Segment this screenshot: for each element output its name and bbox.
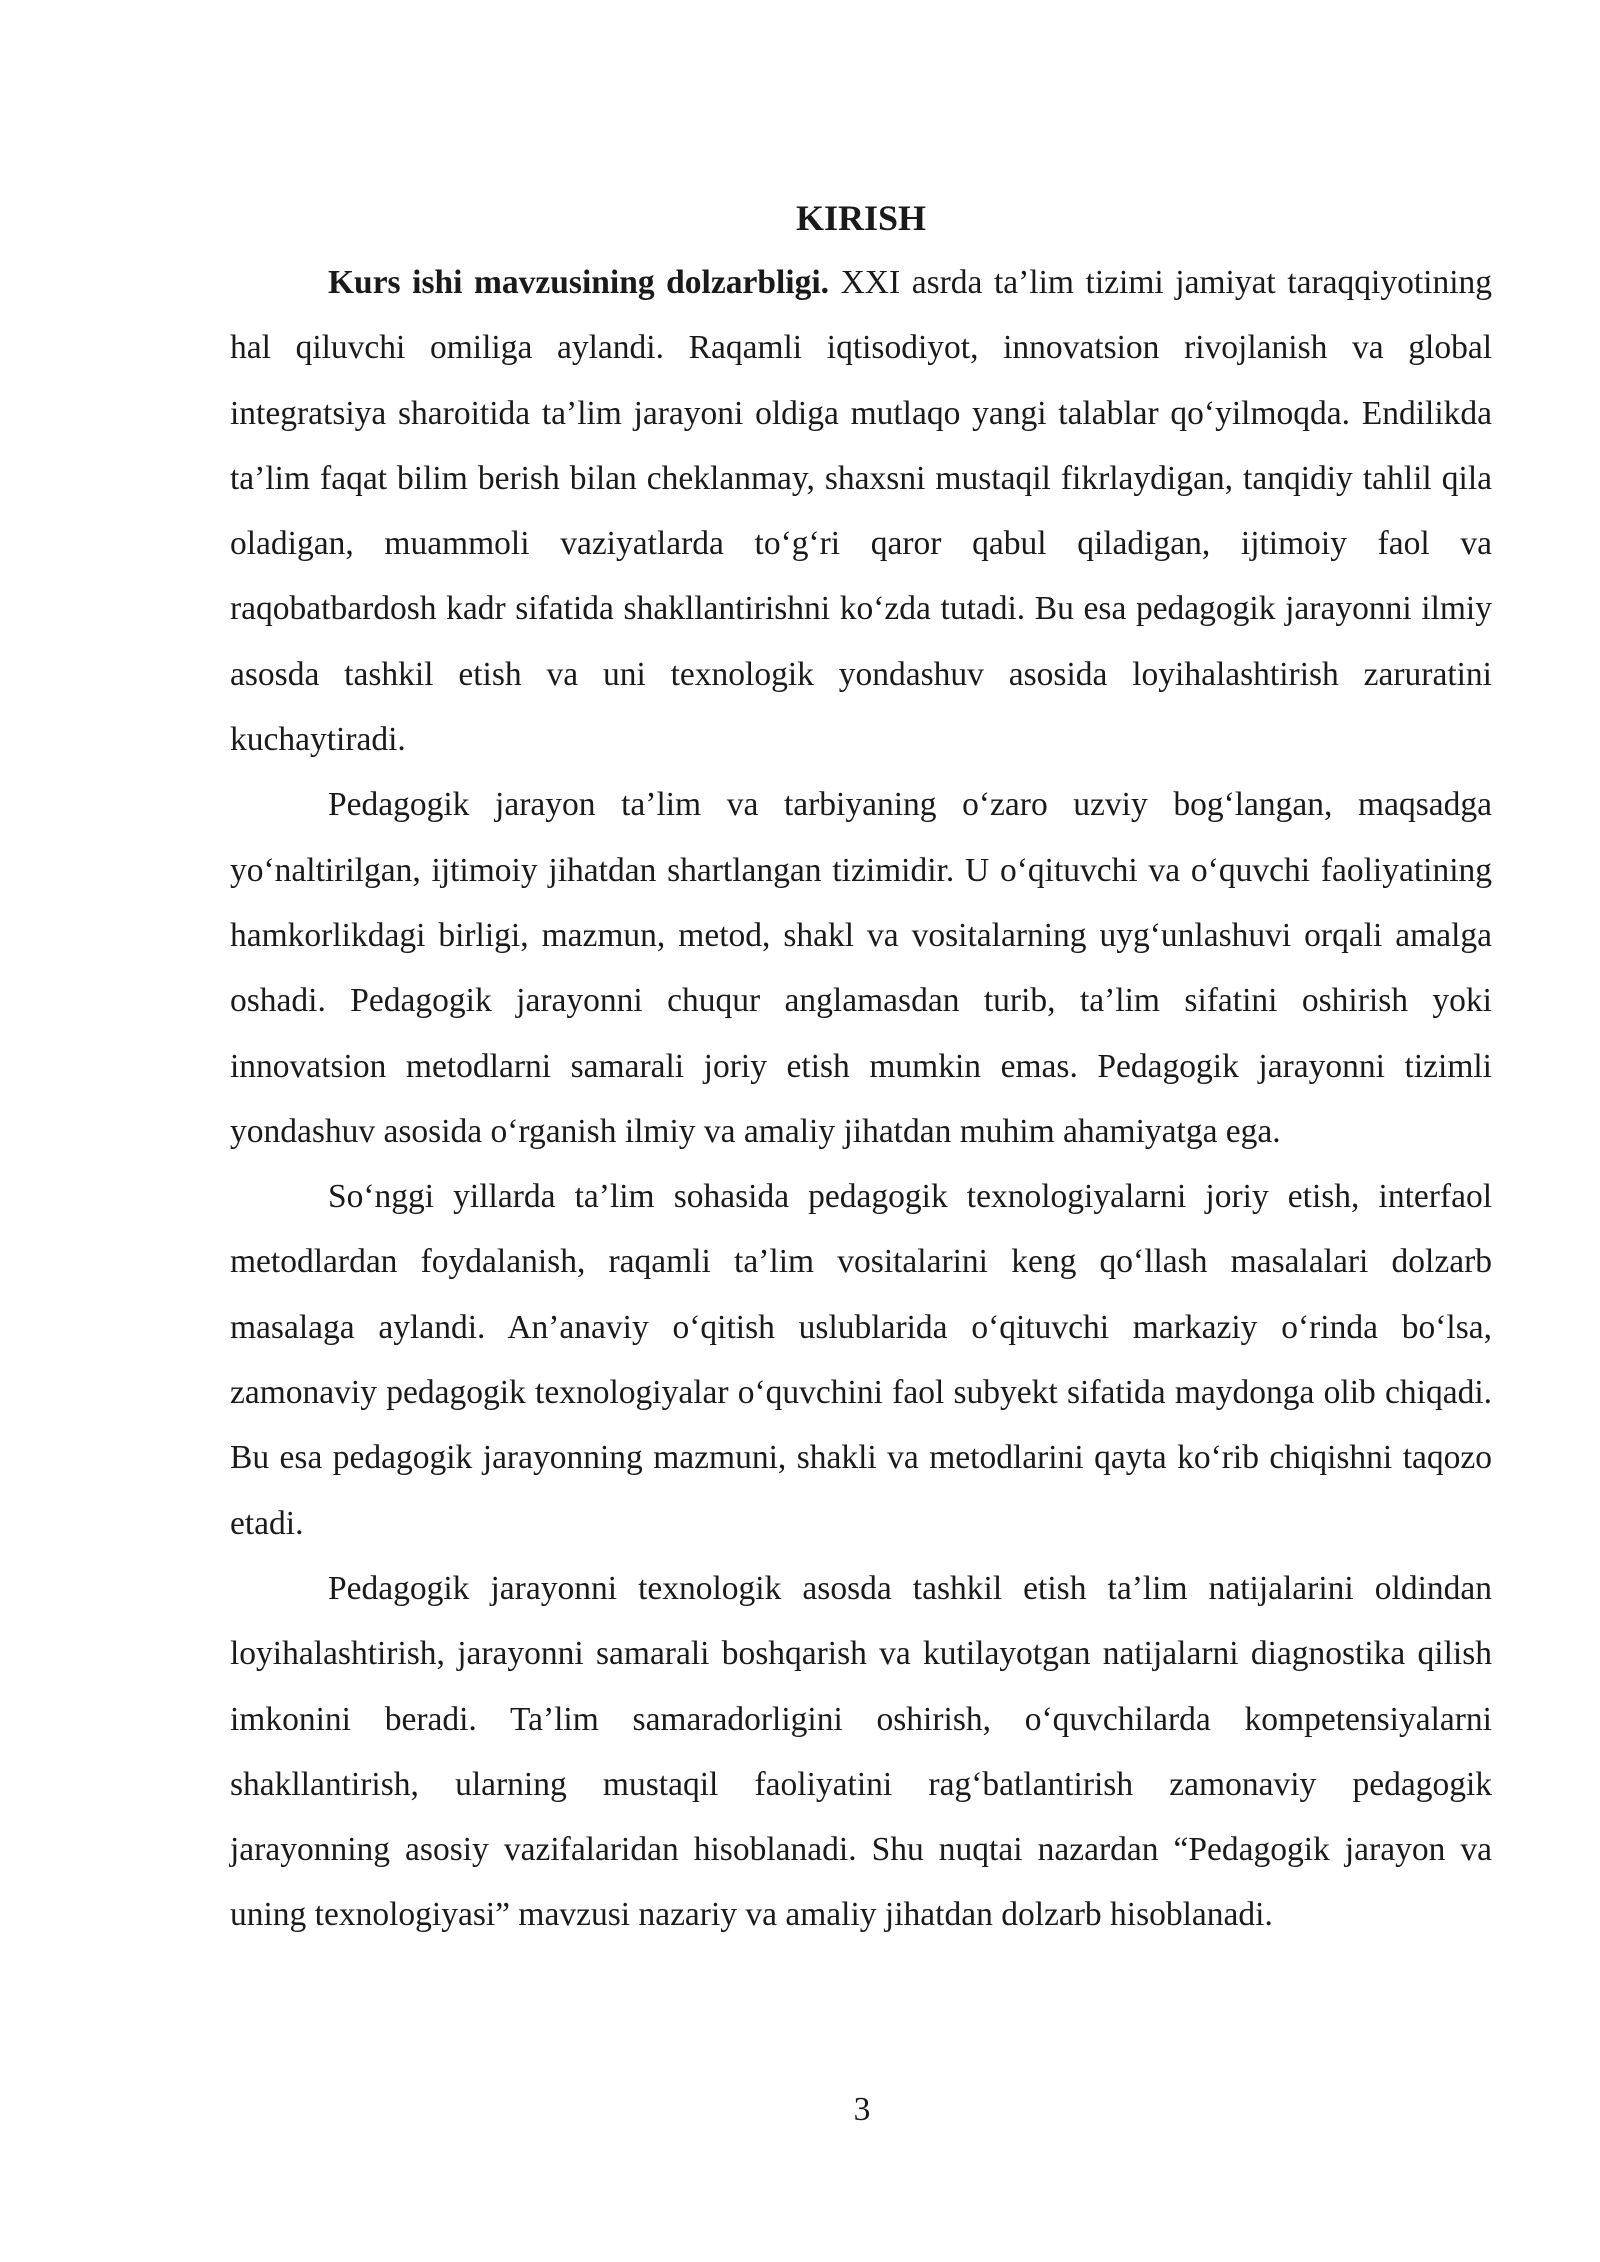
section-heading: KIRISH [795, 198, 927, 238]
paragraph-pedagogical-process: Pedagogik jarayon ta’lim va tarbiyaning o‘zaro uzviy bog‘langan, maqsadga yo‘naltirilgan, ijtimoiy jihatdan shartlangan tizimidir. U o‘qituvchi va o‘quvchi faoliyatining hamkorlikdagi birligi, mazmun, metod, shakl va vositalarning uyg‘unlashuvi orqali amalga oshadi. Pedagogik jarayonni chuqur anglamasdan turib, ta’lim sifatini oshirish yoki innovatsion metodlarni samarali joriy etish mumkin emas. Pedagogik jarayonni tizimli yondashuv asosida o‘rganish ilmiy va amaliy jihatdan muhim ahamiyatga ega. [230, 786, 1492, 1150]
paragraph-conclusion: Pedagogik jarayonni texnologik asosda tashkil etish ta’lim natijalarini oldindan loyihalashtirish, jarayonni samarali boshqarish va kutilayotgan natijalarni diagnostika qilish imkonini beradi. Ta’lim samaradorligini oshirish, o‘quvchilarda kompetensiyalarni shakllantirish, ularning mustaqil faoliyatini rag‘batlantirish zamonaviy pedagogik jarayonning asosiy vazifalaridan hisoblanadi. Shu nuqtai nazardan “Pedagogik jarayon va uning texnologiyasi” mavzusi nazariy va amaliy jihatdan dolzarb hisoblanadi. [230, 1569, 1492, 1934]
paragraph-text: XXI asrda ta’lim tizimi jamiyat taraqqiyotining hal qiluvchi omiliga aylandi. Raqamli iqtisodiyot, innovatsion rivojlanish va global integratsiya sharoitida ta’lim jarayoni oldiga mutlaqo yangi talablar qo‘yilmoqda. Endilikda ta’lim faqat bilim berish bilan cheklanmay, shaxsni mustaqil fikrlaydigan, tanqidiy tahlil qila oladigan, muammoli vaziyatlarda to‘g‘ri qaror qabul qiladigan, ijtimoiy faol va raqobatbardosh kadr sifatida shakllantirishni ko‘zda tutadi. Bu esa pedagogik jarayonni ilmiy asosda tashkil etish va uni texnologik yondashuv asosida loyihalashtirish zaruratini kuchaytiradi. [230, 264, 1492, 759]
page-content [230, 190, 1492, 1948]
paragraph-lead: Kurs ishi mavzusining dolzarbligi. [328, 264, 830, 301]
paragraph-technologies: So‘nggi yillarda ta’lim sohasida pedagogik texnologiyalarni joriy etish, interfaol metodlardan foydalanish, raqamli ta’lim vositalarini keng qo‘llash masalalari dolzarb masalaga aylandi. An’anaviy o‘qitish uslublarida o‘qituvchi markaziy o‘rinda bo‘lsa, zamonaviy pedagogik texnologiyalar o‘quvchini faol subyekt sifatida maydonga olib chiqadi. Bu esa pedagogik jarayonning mazmuni, shakli va metodlarini qayta ko‘rib chiqishni taqozo etadi. [230, 1178, 1492, 1542]
paragraph-relevance [230, 250, 1492, 772]
page-number: 3 [853, 2091, 871, 2128]
